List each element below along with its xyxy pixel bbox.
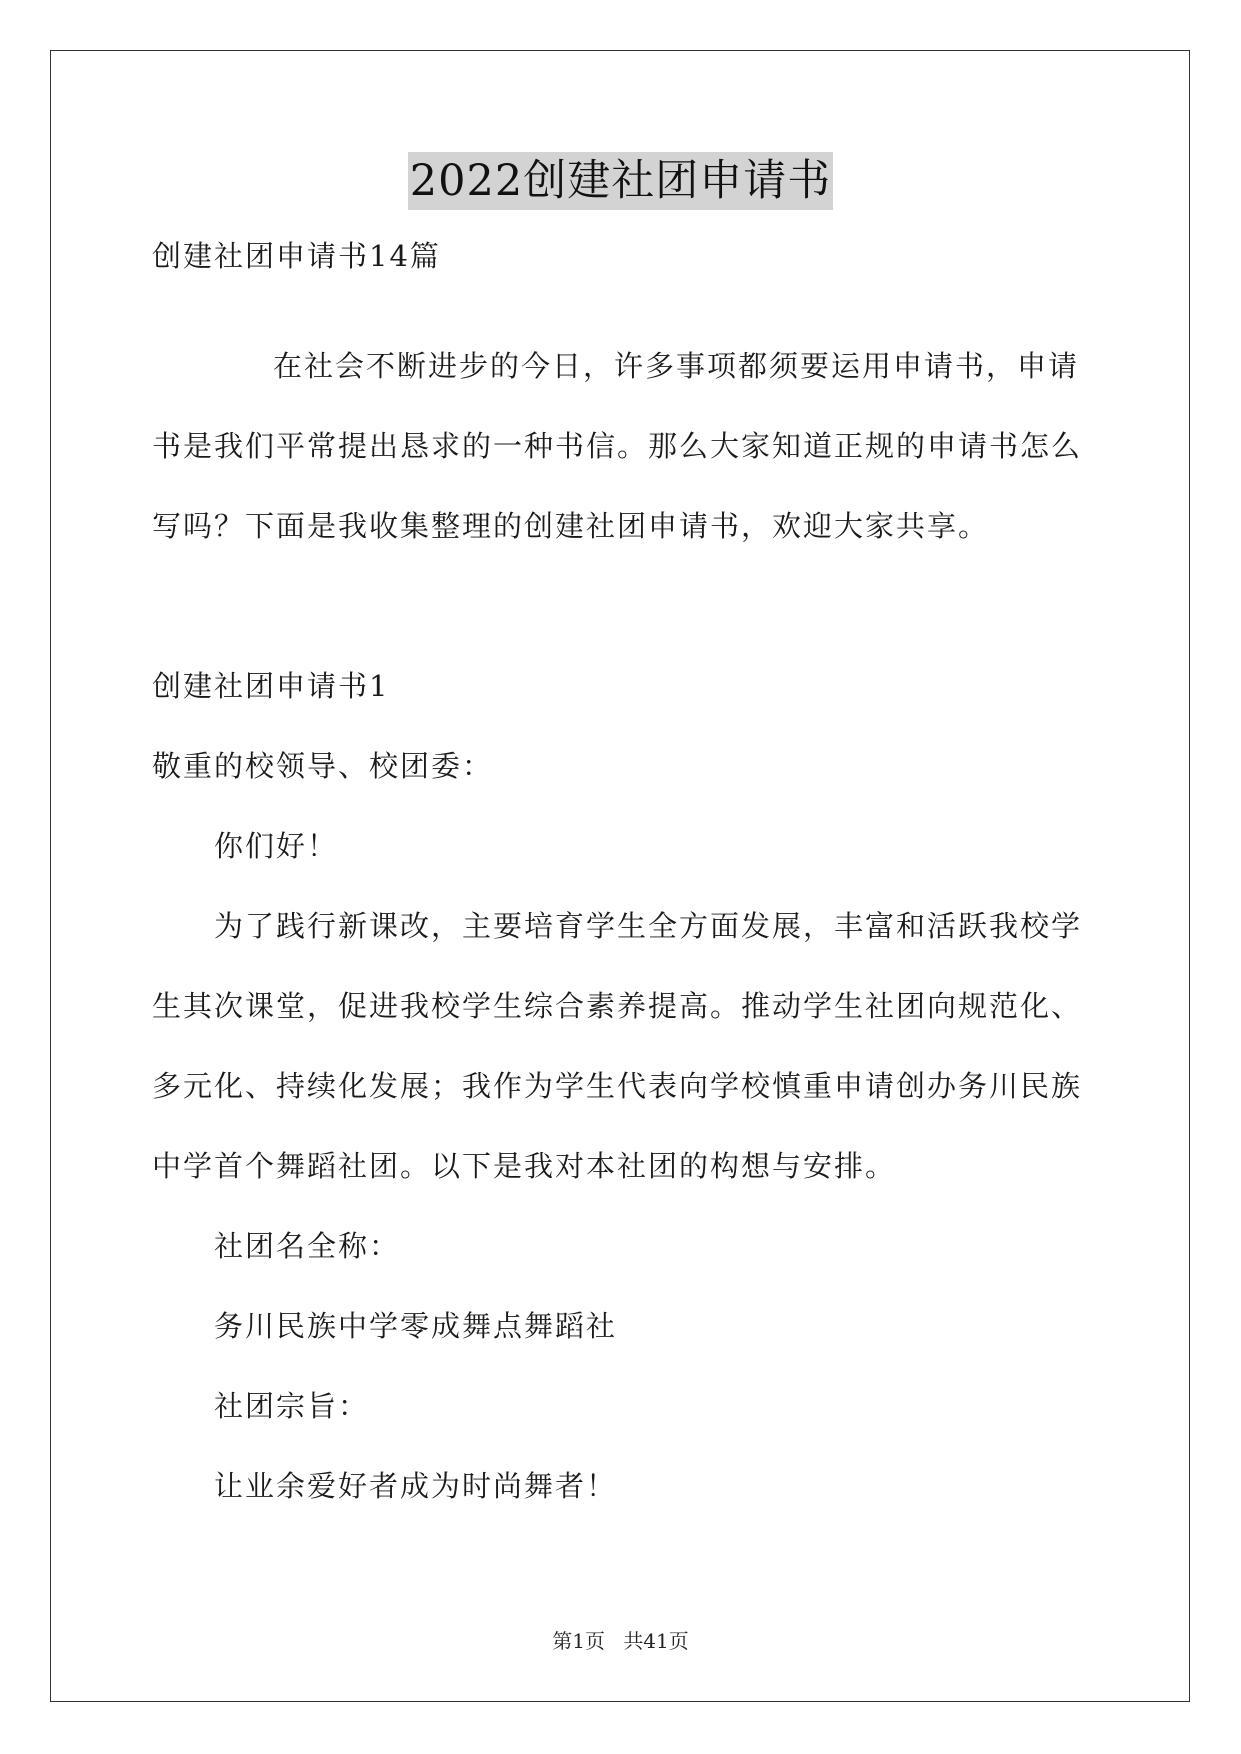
paragraph-line: 书是我们平常提出恳求的一种书信。那么大家知道正规的申请书怎么 [152, 429, 1083, 463]
paragraph-line: 写吗？下面是我收集整理的创建社团申请书，欢迎大家共享。 [152, 509, 990, 543]
page-number: 第1页 [552, 1629, 605, 1653]
club-name-label: 社团名全称： [214, 1229, 401, 1263]
salutation: 敬重的校领导、校团委： [152, 749, 494, 783]
paragraph-line: 生其次课堂，促进我校学生综合素养提高。推动学生社团向规范化、 [152, 989, 1083, 1023]
club-purpose-label: 社团宗旨： [214, 1389, 370, 1423]
subtitle: 创建社团申请书14篇 [152, 239, 441, 273]
paragraph-line: 为了践行新课改，主要培育学生全方面发展，丰富和活跃我校学 [214, 909, 1083, 943]
page-total: 共41页 [623, 1629, 689, 1653]
greeting: 你们好！ [214, 829, 339, 863]
title-container [0, 152, 1241, 210]
club-name-value: 务川民族中学零成舞点舞蹈社 [214, 1309, 618, 1343]
paragraph-line: 多元化、持续化发展；我作为学生代表向学校慎重申请创办务川民族 [152, 1069, 1083, 1103]
paragraph-line: 在社会不断进步的今日，许多事项都须要运用申请书，申请 [273, 349, 1080, 383]
page-footer [0, 1625, 1241, 1654]
section-heading: 创建社团申请书1 [152, 669, 390, 703]
page-border [50, 50, 1190, 1702]
club-purpose-value: 让业余爱好者成为时尚舞者！ [214, 1469, 618, 1503]
document-title: 2022创建社团申请书 [408, 152, 833, 210]
paragraph-line: 中学首个舞蹈社团。以下是我对本社团的构想与安排。 [152, 1149, 897, 1183]
